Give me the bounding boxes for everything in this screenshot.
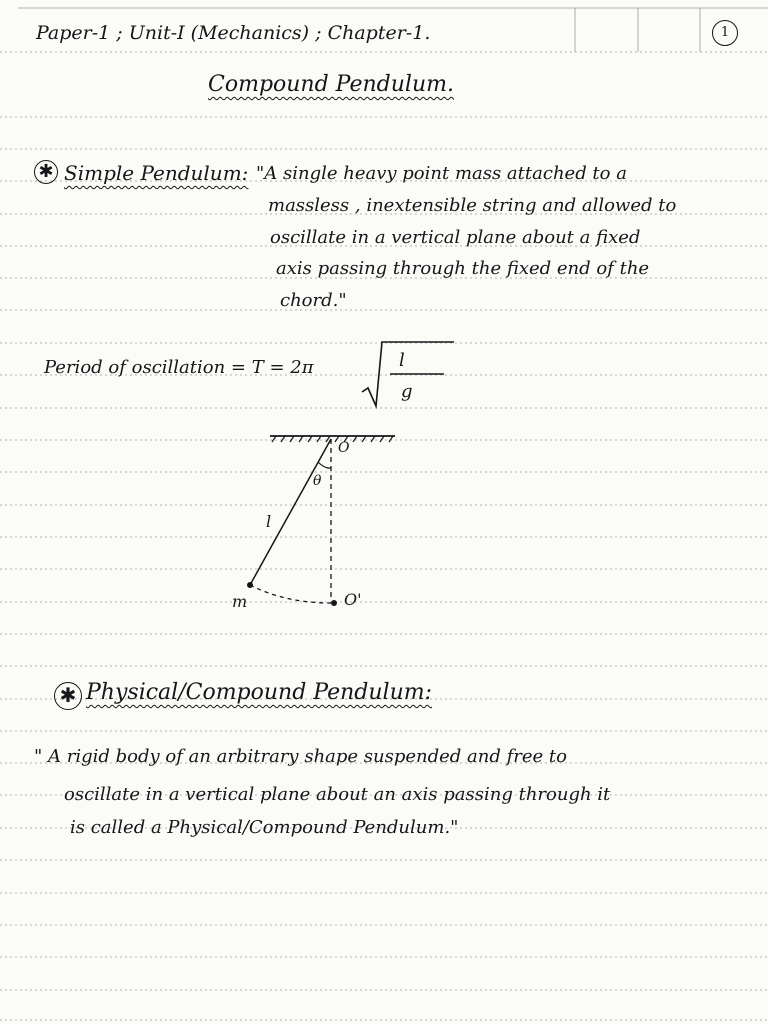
asterisk-bullet-icon: ✱ bbox=[34, 160, 58, 184]
formula-denominator: g bbox=[401, 381, 413, 402]
length-label: l bbox=[266, 512, 272, 531]
page-number: 1 bbox=[712, 20, 738, 46]
physical-pendulum-line-3: is called a Physical/Compound Pendulum." bbox=[70, 817, 459, 838]
simple-pendulum-line-1: "A single heavy point mass attached to a bbox=[256, 163, 627, 184]
page-title: Compound Pendulum. bbox=[208, 72, 454, 97]
formula-numerator: l bbox=[399, 350, 405, 371]
page-header: Paper-1 ; Unit-I (Mechanics) ; Chapter-1. bbox=[36, 22, 431, 44]
simple-pendulum-diagram bbox=[230, 425, 430, 625]
simple-pendulum-heading: Simple Pendulum: bbox=[64, 161, 249, 185]
mean-position-label: O' bbox=[344, 590, 362, 609]
simple-pendulum-line-5: chord." bbox=[280, 290, 347, 311]
angle-label: θ bbox=[313, 473, 322, 489]
period-formula-label: Period of oscillation = T = 2π bbox=[44, 357, 314, 378]
simple-pendulum-line-3: oscillate in a vertical plane about a fixed bbox=[270, 227, 641, 248]
pivot-label: O bbox=[338, 440, 350, 456]
asterisk-bullet-icon: ✱ bbox=[54, 682, 82, 710]
simple-pendulum-line-4: axis passing through the fixed end of the bbox=[276, 258, 650, 279]
square-root-sign bbox=[360, 334, 460, 414]
physical-pendulum-line-2: oscillate in a vertical plane about an axis passing through it bbox=[64, 784, 611, 805]
simple-pendulum-line-2: massless , inextensible string and allowed to bbox=[268, 195, 677, 216]
mass-label: m bbox=[232, 592, 248, 611]
physical-pendulum-heading: Physical/Compound Pendulum: bbox=[86, 680, 433, 705]
physical-pendulum-line-1: " A rigid body of an arbitrary shape suspended and free to bbox=[34, 746, 567, 767]
